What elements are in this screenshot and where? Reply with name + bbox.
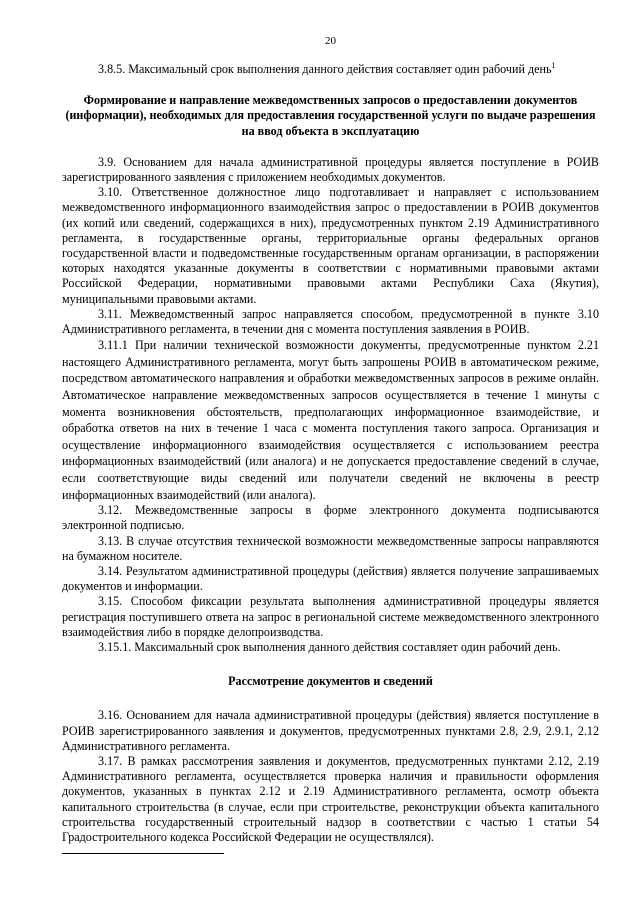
paragraph: 3.11.1 При наличии технической возможности документы, предусмотренные пунктом 2.21 настоящего Административного регламента, могут быть запрошены РОИВ в автоматическом режиме, посредством автоматического направления и обработки межведомственных запросов в режиме онлайн. Автоматическое направление межведомственных запросов осуществляется в течение 1 минуты с момента возникновения обстоятельств, предполагающих информационное взаимодействие, и обработка ответов на них в течение 1 часа с момента поступления такого запроса. Организация и осуществление информационного взаимодействия осуществляется с использованием реестра информационных взаимодействий (или аналога) и не допускается предоставление сведений в случае, если соответствующие виды сведений или получатели сведений не включены в реестр информационных взаимодействий (или аналога). bbox=[62, 338, 599, 502]
paragraph-3-8-5-text: 3.8.5. Максимальный срок выполнения данного действия составляет один рабочий день bbox=[98, 62, 552, 76]
paragraph: 3.14. Результатом административной процедуры (действия) является получение запрашиваемых документов и информации. bbox=[62, 564, 599, 594]
document-page bbox=[62, 34, 599, 845]
section-heading-interagency-requests: Формирование и направление межведомственных запросов о предоставлении документов (информации), необходимых для предоставления государственной услуги по выдаче разрешения на ввод объекта в эксплуатацию bbox=[65, 93, 596, 138]
section-heading-document-review: Рассмотрение документов и сведений bbox=[228, 674, 433, 689]
paragraph: 3.9. Основанием для начала административной процедуры является поступление в РОИВ зарегистрированного заявления с приложением необходимых документов. bbox=[62, 154, 599, 185]
page-number: 20 bbox=[325, 35, 336, 47]
paragraph: 3.15.1. Максимальный срок выполнения данного действия составляет один рабочий день. bbox=[98, 640, 561, 655]
paragraph: 3.17. В рамках рассмотрения заявления и документов, предусмотренных пунктами 2.12, 2.19 Административного регламента, осуществляется проверка наличия и правильности оформления документов, указанных в пунктах 2.12 и 2.19 Административного регламента, осмотр объекта капитального строительства (в случае, если при строительстве, реконструкции объекта капитального строительства государственный строительный надзор в соответствии с частью 1 статьи 54 Градостроительного кодекса Российской Федерации не осуществлялся). bbox=[62, 754, 599, 845]
paragraph: 3.11. Межведомственный запрос направляется способом, предусмотренной в пункте 3.10 Административного регламента, в течении дня с момента поступления заявления в РОИВ. bbox=[62, 306, 599, 337]
paragraph: 3.16. Основанием для начала административной процедуры (действия) является поступление в РОИВ зарегистрированного заявления и документов, предусмотренных пунктами 2.8, 2.9, 2.9.1, 2.12 Административного регламента. bbox=[62, 708, 599, 753]
paragraph-3-8-5 bbox=[62, 62, 599, 77]
footnote-reference: 1 bbox=[551, 60, 556, 70]
footnote-separator bbox=[62, 853, 224, 854]
paragraph: 3.15. Способом фиксации результата выполнения административной процедуры является регистрация поступившего ответа на запрос в региональной системе межведомственного электронного взаимодействия либо в порядке делопроизводства. bbox=[62, 594, 599, 639]
paragraph: 3.10. Ответственное должностное лицо подготавливает и направляет с использованием межведомственного информационного взаимодействия запрос о предоставлении в РОИВ документов (их копий или сведений, содержащихся в них), предусмотренных пунктом 2.19 Административного регламента, в государственные органы, территориальные органы федеральных органов государственной власти и подведомственные государственным органам организации, в распоряжении которых находятся указанные документы в соответствии с нормативными правовыми актами Российской Федерации, нормативными правовыми актами Республики Саха (Якутия), муниципальными правовыми актами. bbox=[62, 185, 599, 306]
paragraph: 3.13. В случае отсутствия технической возможности межведомственные запросы направляются на бумажном носителе. bbox=[62, 533, 599, 563]
section-body-document-review bbox=[62, 708, 599, 845]
paragraph: 3.12. Межведомственные запросы в форме электронного документа подписываются электронной подписью. bbox=[62, 503, 599, 533]
section-body-interagency-requests bbox=[62, 155, 599, 655]
